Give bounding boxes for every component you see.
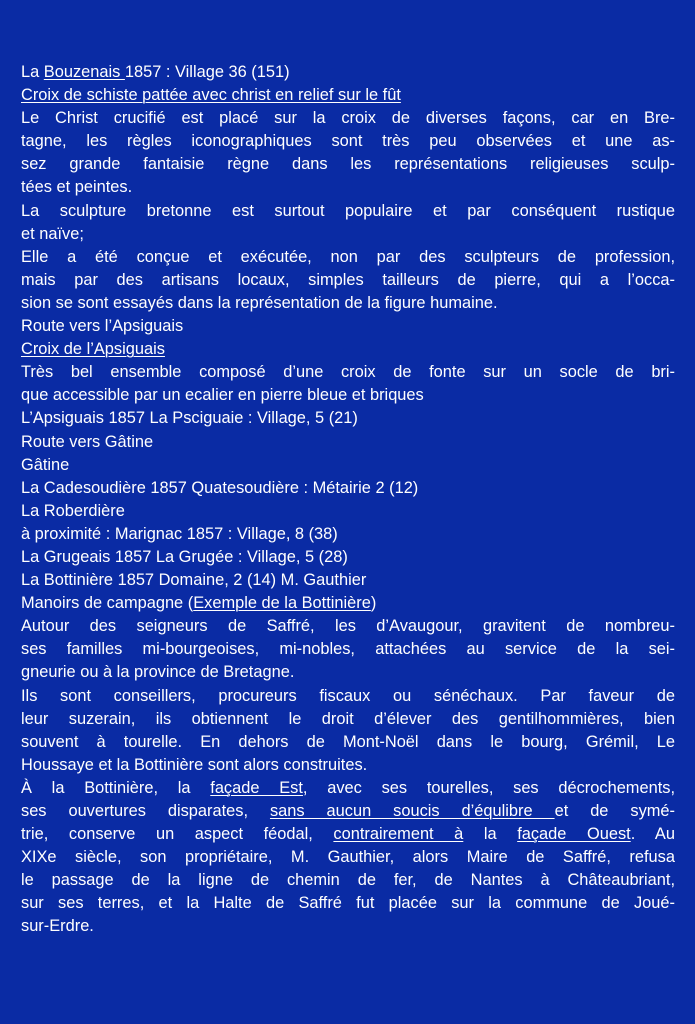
text-segment: et naïve; xyxy=(21,224,84,243)
text-segment: La xyxy=(21,63,44,81)
text-line xyxy=(21,61,675,84)
text-line xyxy=(21,777,675,800)
text-segment: gneurie ou à la province de Bretagne. xyxy=(21,663,295,682)
text-segment: sion se sont essayés dans la représentation de la figure humaine. xyxy=(21,293,498,312)
underlined-text: sans aucun soucis d’équlibre xyxy=(269,802,555,820)
text-segment: tées et peintes. xyxy=(21,178,133,197)
text-segment: La Grugeais 1857 La Grugée : Village, 5 (28) xyxy=(21,547,348,566)
text-segment: . Au xyxy=(630,825,675,844)
document-body xyxy=(21,61,675,939)
text-segment: Le Christ crucifié est placé sur la croix de diverses façons, car en Bre- xyxy=(21,109,675,128)
text-line xyxy=(21,84,675,107)
underlined-text: Exemple de la Bottinière xyxy=(193,594,371,613)
text-segment: à proximité : Marignac 1857 : Village, 8 (38) xyxy=(21,524,338,543)
text-line xyxy=(21,200,675,223)
text-segment: et de symé- xyxy=(554,802,675,820)
text-line xyxy=(21,869,675,892)
text-segment: ses ouvertures disparates, xyxy=(21,802,270,820)
text-segment: la xyxy=(463,825,518,844)
text-segment: La sculpture bretonne est surtout populaire et par conséquent rustique xyxy=(21,201,675,220)
text-segment: La Roberdière xyxy=(21,501,125,520)
underlined-text: façade Est xyxy=(210,778,303,797)
text-segment: Manoirs de campagne ( xyxy=(21,594,194,613)
text-segment: , avec ses tourelles, ses décrochements, xyxy=(302,778,675,797)
text-segment: sur ses terres, et la Halte de Saffré fut placée sur la commune de Joué- xyxy=(21,894,675,913)
text-line xyxy=(21,846,675,869)
underlined-text: Croix de schiste pattée avec christ en relief sur le fût xyxy=(21,86,401,105)
underlined-text: contrairement à xyxy=(333,825,464,844)
text-line xyxy=(21,892,675,915)
text-line xyxy=(21,569,675,592)
underlined-text: Croix de l’Apsiguais xyxy=(21,340,165,359)
text-line xyxy=(21,546,675,569)
text-segment: Autour des seigneurs de Saffré, les d’Avaugour, gravitent de nombreu- xyxy=(21,617,675,636)
text-segment: XIXe siècle, son propriétaire, M. Gauthier, alors Maire de Saffré, refusa xyxy=(21,848,675,867)
text-segment: ses familles mi-bourgeoises, mi-nobles, attachées au service de la sei- xyxy=(21,640,675,659)
text-line xyxy=(21,823,675,846)
text-segment: Route vers l’Apsiguais xyxy=(21,317,184,336)
underlined-text: façade Ouest xyxy=(517,825,631,844)
text-line xyxy=(21,407,675,430)
text-line xyxy=(21,615,675,638)
text-line xyxy=(21,454,675,477)
text-segment: L’Apsiguais 1857 La Psciguaie : Village, 5 (21) xyxy=(21,409,358,428)
text-line xyxy=(21,361,675,384)
text-line xyxy=(21,176,675,199)
text-segment: trie, conserve un aspect féodal, xyxy=(21,825,334,844)
text-segment: sur-Erdre. xyxy=(21,917,94,936)
text-line xyxy=(21,708,675,731)
text-line xyxy=(21,315,675,338)
text-line xyxy=(21,153,675,176)
text-segment: le passage de la ligne de chemin de fer, de Nantes à Châteaubriant, xyxy=(21,871,675,890)
text-line xyxy=(21,800,675,823)
text-segment: ) xyxy=(370,594,377,613)
text-segment: souvent à tourelle. En dehors de Mont-Noël dans le bourg, Grémil, Le xyxy=(21,732,675,751)
text-segment: Ils sont conseillers, procureurs fiscaux ou sénéchaux. Par faveur de xyxy=(21,686,675,705)
text-segment: À la Bottinière, la xyxy=(21,778,211,797)
text-segment: Elle a été conçue et exécutée, non par des sculpteurs de profession, xyxy=(21,247,675,266)
underlined-text: Bouzenais xyxy=(43,63,125,81)
text-line xyxy=(21,269,675,292)
text-segment: que accessible par un ecalier en pierre bleue et briques xyxy=(21,386,424,405)
text-segment: mais par des artisans locaux, simples tailleurs de pierre, qui a l’occa- xyxy=(21,270,675,289)
text-line xyxy=(21,130,675,153)
text-segment: tagne, les règles iconographiques sont très peu observées et une as- xyxy=(21,132,675,151)
text-line xyxy=(21,292,675,315)
text-line xyxy=(21,223,675,246)
text-segment: La Cadesoudière 1857 Quatesoudière : Métairie 2 (12) xyxy=(21,478,419,497)
text-segment: Route vers Gâtine xyxy=(21,432,154,451)
text-line xyxy=(21,431,675,454)
text-line xyxy=(21,107,675,130)
text-line xyxy=(21,523,675,546)
text-line xyxy=(21,638,675,661)
text-line xyxy=(21,592,675,615)
text-segment: La Bottinière 1857 Domaine, 2 (14) M. Gauthier xyxy=(21,571,367,590)
text-line xyxy=(21,338,675,361)
text-line xyxy=(21,477,675,500)
text-segment: leur suzerain, ils obtiennent le droit d’élever des gentilhommières, bien xyxy=(21,709,675,728)
text-line xyxy=(21,384,675,407)
text-line xyxy=(21,915,675,938)
text-segment: Gâtine xyxy=(21,455,70,474)
text-segment: sez grande fantaisie règne dans les représentations religieuses sculp- xyxy=(21,155,675,174)
text-line xyxy=(21,731,675,754)
text-line xyxy=(21,246,675,269)
text-line xyxy=(21,500,675,523)
text-line xyxy=(21,685,675,708)
text-segment: 1857 : Village 36 (151) xyxy=(124,63,290,81)
text-line xyxy=(21,754,675,777)
text-segment: Très bel ensemble composé d’une croix de fonte sur un socle de bri- xyxy=(21,363,675,382)
text-line xyxy=(21,661,675,684)
text-segment: Houssaye et la Bottinière sont alors construites. xyxy=(21,755,368,774)
